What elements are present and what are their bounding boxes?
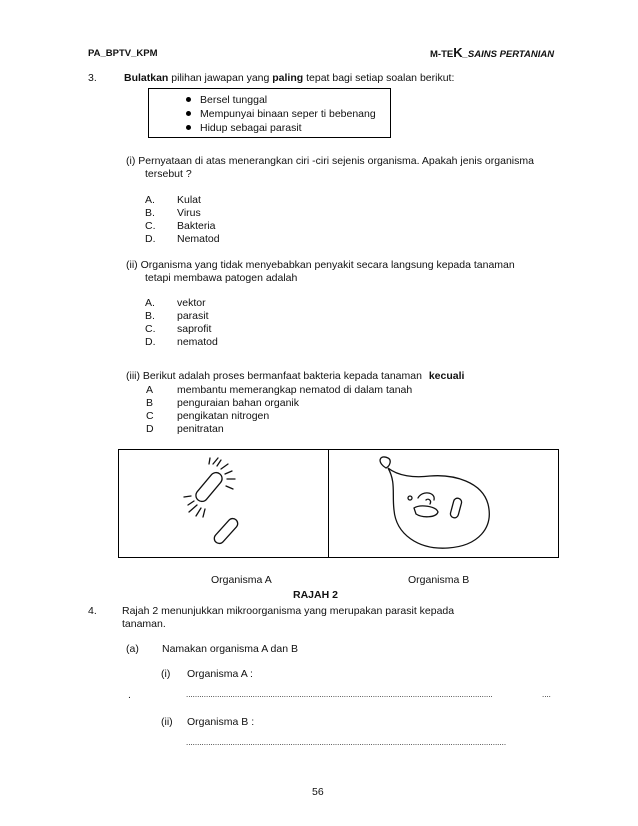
option-text: Kulat <box>177 194 201 206</box>
option-text: Virus <box>177 207 201 219</box>
q4-line2: tanaman. <box>122 618 166 630</box>
option-letter: A. <box>145 194 155 206</box>
option-letter: C. <box>145 323 156 335</box>
figure-label-b: Organisma B <box>408 574 470 586</box>
option-letter: B. <box>145 207 155 219</box>
box-item-text: Hidup sebagai parasit <box>200 122 302 134</box>
bullet-icon <box>186 111 191 116</box>
option-letter: D. <box>145 233 156 245</box>
q3-i-line1: (i) Pernyataan di atas menerangkan ciri -ciri sejenis organisma. Apakah jenis organisma <box>126 155 534 167</box>
option-letter: A. <box>145 297 155 309</box>
q3-ii-line2: tetapi membawa patogen adalah <box>145 272 298 284</box>
q3-number: 3. <box>88 72 97 84</box>
option-text: parasit <box>177 310 209 322</box>
header-left: PA_BPTV_KPM <box>88 48 158 59</box>
q4-ii-label: (ii) <box>161 716 173 728</box>
q3-iii-line1 <box>126 370 464 382</box>
box-item-text: Mempunyai binaan seper ti bebenang <box>200 108 376 120</box>
header-right-suffix: _SAINS PERTANIAN <box>462 49 555 60</box>
option-letter: A <box>146 384 154 396</box>
q3-instruction-bold2: paling <box>272 72 304 84</box>
q3-i-line2: tersebut ? <box>145 168 192 180</box>
answer-line-a-end: .... <box>542 690 551 699</box>
q4-i-label: (i) <box>161 668 171 680</box>
option-text: penguraian bahan organik <box>177 397 300 409</box>
q4-a-text: Namakan organisma A dan B <box>162 643 298 655</box>
option-text: Bakteria <box>177 220 216 232</box>
stray-dot: . <box>128 689 131 701</box>
q4-line1: Rajah 2 menunjukkan mikroorganisma yang merupakan parasit kepada <box>122 605 455 617</box>
option-letter: B <box>146 397 154 409</box>
bullet-icon <box>186 97 191 102</box>
box-item <box>186 122 302 134</box>
q4-i-text: Organisma A : <box>187 668 253 680</box>
q3-iii-bold: kecuali <box>428 370 465 382</box>
q3-instruction-bold: Bulatkan <box>124 72 169 84</box>
box-item-text: Bersel tunggal <box>200 94 268 106</box>
option-text: vektor <box>177 297 206 309</box>
q4-number: 4. <box>88 605 97 617</box>
q3-instruction-mid: pilihan jawapan yang <box>171 72 270 84</box>
q3-iii-text: (iii) Berikut adalah proses bermanfaat bakteria kepada tanaman <box>126 370 422 382</box>
box-item <box>186 108 376 120</box>
option-letter: C. <box>145 220 156 232</box>
figure-caption: RAJAH 2 <box>293 589 338 601</box>
header-right-prefix: M-TE <box>430 49 454 60</box>
option-letter: C <box>146 410 154 422</box>
figure-rajah-2 <box>118 449 559 558</box>
option-letter: B. <box>145 310 155 322</box>
option-text: Nematod <box>177 233 220 245</box>
figure-divider <box>328 450 329 557</box>
q3-instruction-end: tepat bagi setiap soalan berikut: <box>306 72 455 84</box>
option-text: membantu memerangkap nematod di dalam tanah <box>177 384 413 396</box>
organism-b-drawing <box>374 454 499 556</box>
page-number: 56 <box>312 786 324 798</box>
answer-line-b: ................................................................................................................................................ <box>186 738 507 747</box>
organism-a-drawing <box>179 456 259 556</box>
option-text: pengikatan nitrogen <box>177 410 270 422</box>
bullet-icon <box>186 125 191 130</box>
option-letter: D. <box>145 336 156 348</box>
option-text: saprofit <box>177 323 212 335</box>
q4-a-label: (a) <box>126 643 139 655</box>
figure-label-a: Organisma A <box>211 574 272 586</box>
q4-ii-text: Organisma B : <box>187 716 255 728</box>
header-right <box>430 45 554 60</box>
box-item <box>186 94 267 106</box>
q3-ii-line1: (ii) Organisma yang tidak menyebabkan penyakit secara langsung kepada tanaman <box>126 259 515 271</box>
answer-line-a: .......................................................................................................................................... <box>186 690 493 699</box>
characteristics-box <box>148 88 391 138</box>
option-letter: D <box>146 423 154 435</box>
q3-instruction <box>124 72 454 84</box>
option-text: penitratan <box>177 423 224 435</box>
option-text: nematod <box>177 336 218 348</box>
header-right-big: K <box>453 45 463 60</box>
